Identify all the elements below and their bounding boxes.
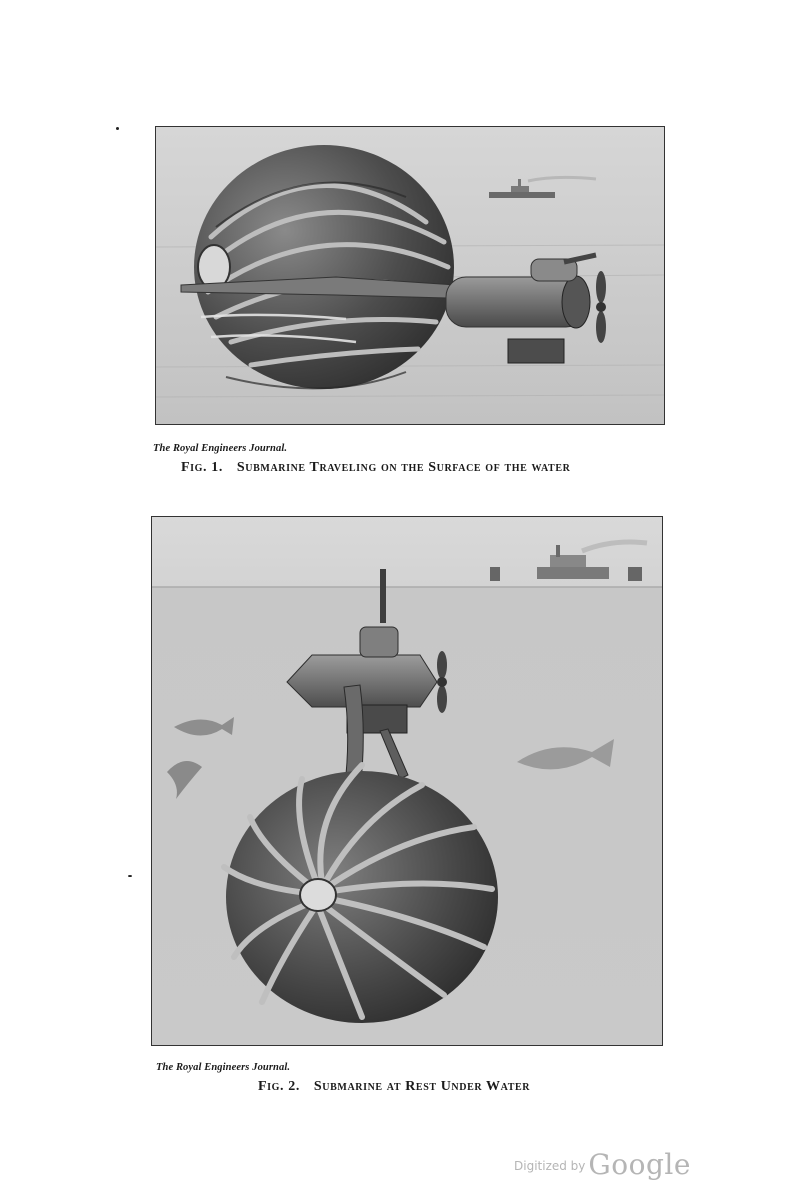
watermark-prefix: Digitized by [514, 1159, 586, 1173]
distant-ship-icon [490, 567, 500, 581]
periscope-icon [380, 569, 386, 623]
figure-1-caption-text: Submarine Traveling on the Surface of the water [236, 460, 571, 475]
propeller-icon [437, 651, 447, 713]
figure-1-illustration [155, 126, 665, 425]
propeller-icon [596, 271, 606, 343]
figure-2-caption-text: Submarine at Rest Under Water [313, 1079, 531, 1094]
figure-2-label: Fig. 2. [258, 1079, 300, 1094]
digitized-by-watermark [514, 1148, 691, 1181]
figure-1-caption [181, 460, 570, 476]
submarine-surface-drawing [156, 127, 664, 424]
figure-2-caption [258, 1079, 530, 1095]
ribbed-sphere-icon [194, 145, 454, 389]
scan-speck [128, 875, 132, 877]
figure-1-source: The Royal Engineers Journal. [153, 443, 288, 454]
figure-2-source: The Royal Engineers Journal. [156, 1062, 291, 1073]
submarine-underwater-drawing [152, 517, 662, 1045]
google-wordmark: Google [588, 1148, 691, 1181]
figure-1-label: Fig. 1. [181, 460, 223, 475]
figure-2-illustration [151, 516, 663, 1046]
scan-speck [116, 127, 119, 130]
distant-ship-icon [628, 567, 642, 581]
